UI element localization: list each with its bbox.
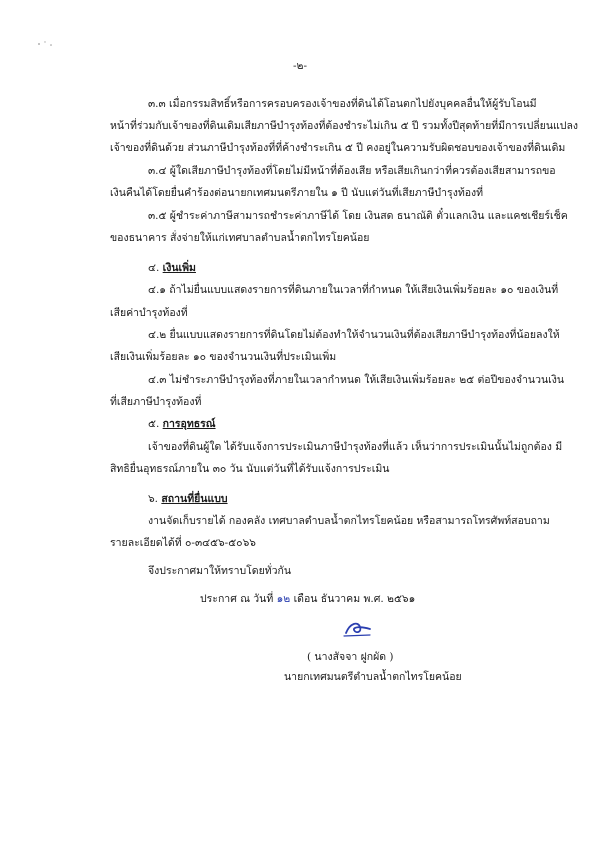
section-6-heading [148,492,228,506]
para-4-2-line-1: ๔.๒ ยื่นแบบแสดงรายการที่ดินโดยไม่ต้องทำให้จำนวนเงินที่ต้องเสียภาษีบำรุงท้องที่น้อยลงให้ [148,329,560,341]
signature-mark [340,617,376,639]
scan-speck-mark [36,38,56,48]
para-4-3-line-2: ที่เสียภาษีบำรุงท้องที่ [110,396,202,408]
closing-statement: จึงประกาศมาให้ทราบโดยทั่วกัน [148,565,292,577]
section-5-heading [148,417,216,431]
para-3-3-line-2: หน้าที่ร่วมกับเจ้าของที่ดินเดิมเสียภาษีบำรุงท้องที่ต้องชำระไม่เกิน ๕ ปี รวมทั้งปีสุดท้ายที่มีการเปลี่ยนแปลง [110,120,579,132]
section-4-heading [148,261,196,275]
para-3-5-line-2: ของธนาคาร สั่งจ่ายให้แก่เทศบาลตำบลน้ำตกไทรโยคน้อย [110,232,370,244]
para-3-5-line-1: ๓.๕ ผู้ชำระค่าภาษีสามารถชำระค่าภาษีได้ โดย เงินสด ธนาณัติ ตั๋วแลกเงิน และแคชเชียร์เช็ค [148,210,568,222]
section-4-number: ๔. [148,262,160,274]
date-day: ๑๒ [276,593,291,605]
signer-name: ( นางสัจจา ฝูกผัด ) [307,651,394,663]
para-3-3-line-3: เจ้าของที่ดินด้วย ส่วนภาษีบำรุงท้องที่ที่ค้างชำระเกิน ๕ ปี คงอยู่ในความรับผิดชอบของเจ้าของที่ดินเดิม [110,142,566,154]
para-4-1-line-2: เสียค่าบำรุงท้องที่ [110,307,188,319]
para-3-4-line-2: เงินคืนได้โดยยื่นคำร้องต่อนายกเทศมนตรีภายใน ๑ ปี นับแต่วันที่เสียภาษีบำรุงท้องที่ [110,187,484,199]
page-number: -๒- [292,60,308,72]
para-3-4-line-1: ๓.๔ ผู้ใดเสียภาษีบำรุงท้องที่โดยไม่มีหน้าที่ต้องเสีย หรือเสียเกินกว่าที่ควรต้องเสียสามารถขอ [148,165,556,177]
section-4-title: เงินเพิ่ม [162,262,196,274]
section-6-line-2: รายละเอียดได้ที่ ๐-๓๔๕๖-๕๐๖๖ [110,537,256,549]
para-3-3-line-1: ๓.๓ เมื่อกรรมสิทธิ์หรือการครอบครองเจ้าของที่ดินได้โอนตกไปยังบุคคลอื่นให้ผู้รับโอนมี [148,98,537,110]
para-4-3-line-1: ๔.๓ ไม่ชำระภาษีบำรุงท้องที่ภายในเวลากำหนด ให้เสียเงินเพิ่มร้อยละ ๒๕ ต่อปีของจำนวนเงิน [148,374,565,386]
signer-title: นายกเทศมนตรีตำบลน้ำตกไทรโยคน้อย [284,671,462,683]
section-6-title: สถานที่ยื่นแบบ [161,493,228,505]
para-4-1-line-1: ๔.๑ ถ้าไม่ยื่นแบบแสดงรายการที่ดินภายในเวลาที่กำหนด ให้เสียเงินเพิ่มร้อยละ ๑๐ ของเงินที่ [148,284,559,296]
section-5-line-2: สิทธิยื่นอุทธรณ์ภายใน ๓๐ วัน นับแต่วันที่ได้รับแจ้งการประเมิน [110,463,390,475]
date-rest: เดือน ธันวาคม พ.ศ. ๒๕๖๑ [293,593,416,605]
section-6-line-1: งานจัดเก็บรายได้ กองคลัง เทศบาลตำบลน้ำตกไทรโยคน้อย หรือสามารถโทรศัพท์สอบถาม [148,515,550,527]
announcement-date [200,592,415,606]
date-prefix: ประกาศ ณ วันที่ [200,593,274,605]
section-5-number: ๕. [148,418,160,430]
para-4-2-line-2: เสียเงินเพิ่มร้อยละ ๑๐ ของจำนวนเงินที่ประเมินเพิ่ม [110,351,337,363]
section-6-number: ๖. [148,493,159,505]
section-5-line-1: เจ้าของที่ดินผู้ใด ได้รับแจ้งการประเมินภาษีบำรุงท้องที่แล้ว เห็นว่าการประเมินนั้นไม่ถูกต้อง มี [148,441,563,453]
section-5-title: การอุทธรณ์ [162,418,216,430]
